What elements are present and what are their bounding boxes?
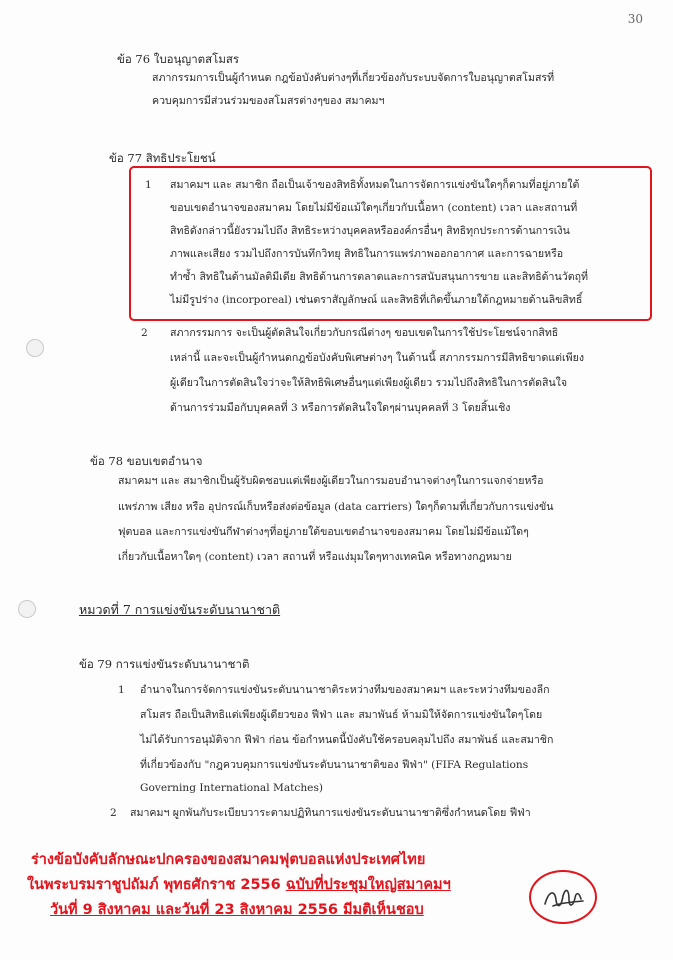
signature-stamp — [529, 870, 597, 924]
chapter-heading: หมวดที่ 7 การแข่งขันระดับนานาชาติ — [79, 602, 281, 617]
art79-item1-line-4: ที่เกี่ยวข้องกับ "กฎควบคุมการแข่งขันระดับนานาชาติของ ฟีฟ่า" (FIFA Regulations — [140, 759, 529, 771]
art76-line-2: ควบคุมการมีส่วนร่วมของสโมสรต่างๆของ สมาคมฯ — [152, 95, 385, 107]
art77-item2-number: 2 — [141, 327, 148, 339]
footer-line-3: วันที่ 9 สิงหาคม และวันที่ 23 สิงหาคม 2556 มีมติเห็นชอบ — [50, 902, 424, 918]
art76-line-1: สภากรรมการเป็นผู้กำหนด กฎข้อบังคับต่างๆที่เกี่ยวข้องกับระบบจัดการใบอนุญาตสโมสรที่ — [152, 72, 555, 84]
art78-line-2: แพร่ภาพ เสียง หรือ อุปกรณ์เก็บหรือส่งต่อข้อมูล (data carriers) ใดๆก็ตามที่เกี่ยวกับการแข่งขัน — [118, 501, 554, 513]
footer-line-2b: ฉบับที่ประชุมใหญ่สมาคมฯ — [285, 877, 451, 893]
art79-item2-line: สมาคมฯ ผูกพันกับระเบียบวาระตามปฏิทินการแข่งขันระดับนานาชาติซึ่งกำหนดโดย ฟีฟ่า — [130, 807, 531, 819]
art79-item1-line-3: ไม่ได้รับการอนุมัติจาก ฟีฟ่า ก่อน ข้อกำหนดนี้บังคับใช้ครอบคลุมไปถึง สมาพันธ์ และสมาชิก — [140, 734, 554, 746]
page-number: 30 — [627, 12, 643, 26]
art77-item1-line-2: ขอบเขตอำนาจของสมาคม โดยไม่มีข้อแม้ใดๆเกี่ยวกับเนื้อหา (content) เวลา และสถานที่ — [170, 202, 578, 214]
art77-item1-number: 1 — [145, 179, 152, 191]
art79-heading: ข้อ 79 การแข่งขันระดับนานาชาติ — [79, 657, 250, 671]
art77-item2-line-4: ด้านการร่วมมือกับบุคคลที่ 3 หรือการตัดสินใจใดๆผ่านบุคคลที่ 3 โดยสิ้นเชิง — [170, 402, 511, 414]
art78-line-3: ฟุตบอล และการแข่งขันกีฬาต่างๆที่อยู่ภายใต้ขอบเขตอำนาจของสมาคม โดยไม่มีข้อแม้ใดๆ — [118, 526, 529, 538]
art77-item1-line-4: ภาพและเสียง รวมไปถึงการบันทึกวิทยุ สิทธิในการแพร่ภาพออกอากาศ และการฉายหรือ — [170, 248, 564, 260]
art77-item1-line-1: สมาคมฯ และ สมาชิก ถือเป็นเจ้าของสิทธิทั้งหมดในการจัดการแข่งขันใดๆก็ตามที่อยู่ภายใต้ — [170, 179, 580, 191]
art79-item2-number: 2 — [110, 807, 117, 819]
art79-item1-line-2: สโมสร ถือเป็นสิทธิแต่เพียงผู้เดียวของ ฟีฟ่า และ สมาพันธ์ ห้ามมิให้จัดการแข่งขันใดๆโดย — [140, 709, 543, 721]
art77-item2-line-3: ผู้เดียวในการตัดสินใจว่าจะให้สิทธิพิเศษอื่นๆแต่เพียงผู้เดียว รวมไปถึงสิทธิในการตัดสินใจ — [170, 377, 568, 389]
art79-item1-line-1: อำนาจในการจัดการแข่งขันระดับนานาชาติระหว่างทีมของสมาคมฯ และระหว่างทีมของลีก — [140, 684, 550, 696]
footer-line-2 — [27, 873, 451, 896]
art78-heading: ข้อ 78 ขอบเขตอำนาจ — [90, 454, 203, 468]
punch-hole-icon — [18, 600, 36, 618]
art78-line-1: สมาคมฯ และ สมาชิกเป็นผู้รับผิดชอบแต่เพียงผู้เดียวในการมอบอำนาจต่างๆในการแจกจ่ายหรือ — [118, 475, 544, 487]
art79-item1-line-5: Governing International Matches) — [140, 782, 324, 794]
art77-item2-line-1: สภากรรมการ จะเป็นผู้ตัดสินใจเกี่ยวกับกรณีต่างๆ ขอบเขตในการใช้ประโยชน์จากสิทธิ — [170, 327, 559, 339]
art76-heading: ข้อ 76 ใบอนุญาตสโมสร — [117, 52, 240, 66]
art78-line-4: เกี่ยวกับเนื้อหาใดๆ (content) เวลา สถานที่ หรือแง่มุมใดๆทางเทคนิค หรือทางกฎหมาย — [118, 551, 512, 563]
art77-item1-line-5: ทำซ้ำ สิทธิในด้านมัลติมีเดีย สิทธิด้านการตลาดและการสนับสนุนการขาย และสิทธิด้านวัตถุที่ — [170, 271, 588, 283]
art77-heading: ข้อ 77 สิทธิประโยชน์ — [109, 151, 216, 165]
footer-line-2a: ในพระบรมราชูปถัมภ์ พุทธศักราช 2556 — [27, 877, 286, 893]
footer-line-1: ร่างข้อบังคับลักษณะปกครองของสมาคมฟุตบอลแห่งประเทศไทย — [31, 852, 426, 868]
art79-item1-number: 1 — [118, 684, 125, 696]
punch-hole-icon — [26, 339, 44, 357]
art77-item2-line-2: เหล่านี้ และจะเป็นผู้กำหนดกฎข้อบังคับพิเศษต่างๆ ในด้านนี้ สภากรรมการมีสิทธิขาดแต่เพียง — [170, 352, 585, 364]
art77-item1-line-6: ไม่มีรูปร่าง (incorporeal) เช่นตราสัญลักษณ์ และสิทธิที่เกิดขึ้นภายใต้กฎหมายด้านลิขสิทธิ์ — [170, 294, 583, 306]
art77-item1-line-3: สิทธิดังกล่าวนี้ยังรวมไปถึง สิทธิระหว่างบุคคลหรือองค์กรอื่นๆ สิทธิทุกประการด้านการเงิน — [170, 225, 570, 237]
signature-icon — [539, 880, 589, 916]
